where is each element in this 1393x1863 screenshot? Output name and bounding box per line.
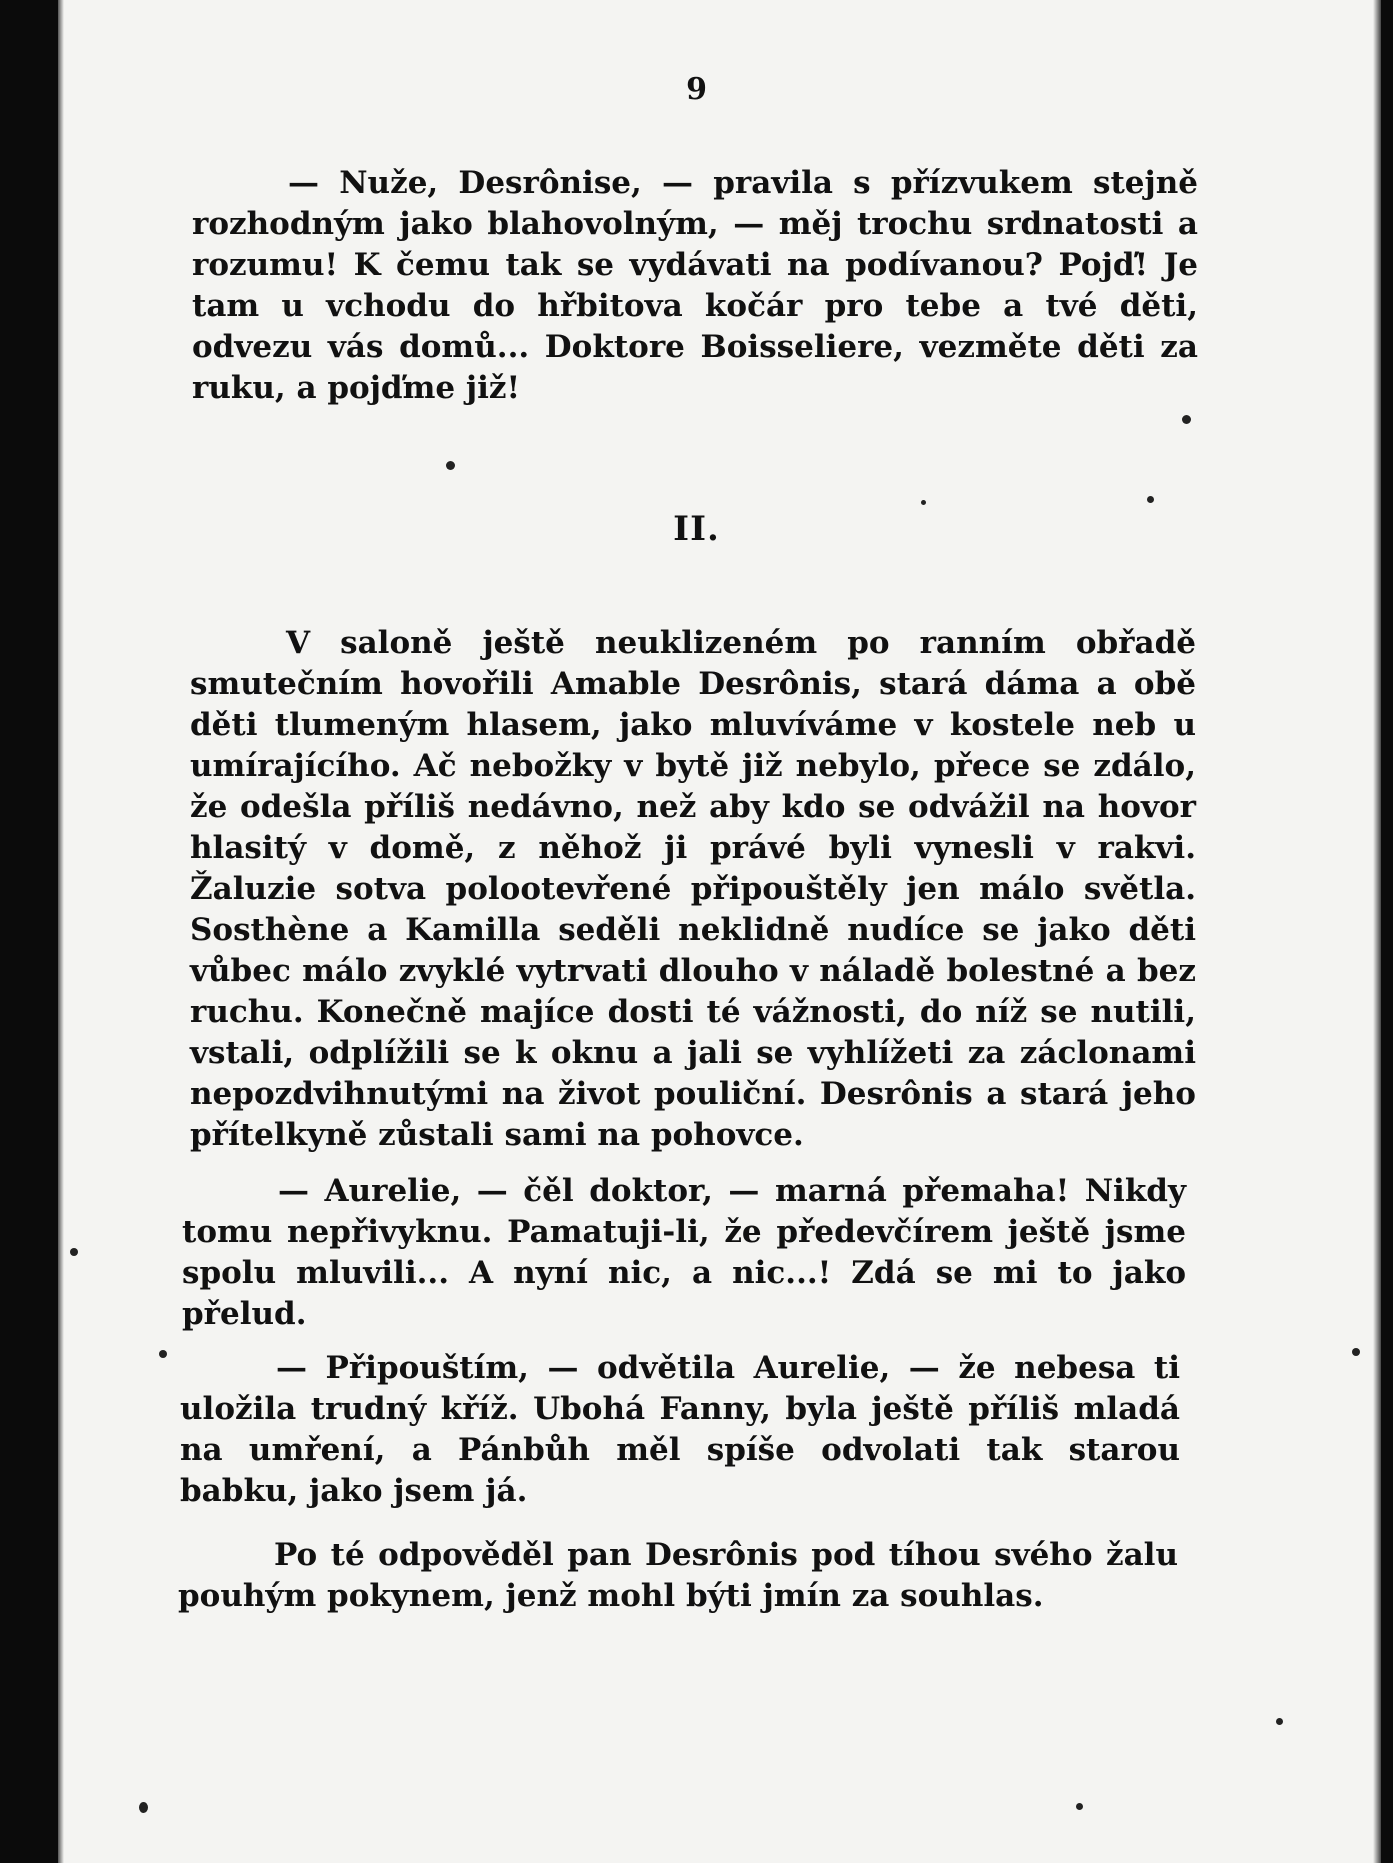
section-heading: II.: [673, 509, 720, 549]
paragraph: — Aurelie, — čěl doktor, — marná přemaha! Nikdy tomu nepřivyknu. Pamatuji-li, že předevčírem ještě jsme spolu mluvili... A nyní nic, a nic...! Zdá se mi to jako přelud.: [182, 1173, 1186, 1332]
scan-speck: [139, 1802, 148, 1813]
page-number: 9: [686, 72, 707, 107]
scan-speck: [921, 500, 926, 505]
scan-speck: [1147, 496, 1154, 503]
paragraph: — Nuže, Desrônise, — pravila s přízvukem stejně rozhodným jako blahovolným, — měj trochu srdnatosti a rozumu! K čemu tak se vydávati na podívanou? Pojď! Je tam u vchodu do hřbitova kočár pro tebe a tvé děti, odvezu vás domů... Doktore Boisseliere, vezměte děti za ruku, a pojďme již!: [192, 165, 1198, 406]
scan-right-shadow: [1373, 0, 1381, 1863]
scan-speck: [70, 1248, 78, 1256]
scan-left-border: [0, 0, 58, 1863]
paragraph-4-block: [180, 1348, 1180, 1512]
scan-speck: [446, 461, 455, 470]
paragraph-2-block: [190, 623, 1196, 1156]
paragraph-3-block: [182, 1171, 1186, 1335]
scan-speck: [1076, 1803, 1083, 1810]
scan-speck: [1182, 415, 1191, 424]
scan-speck: [1276, 1718, 1283, 1725]
scan-speck: [1352, 1348, 1360, 1356]
scan-left-shadow: [58, 0, 64, 1863]
scan-right-border: [1381, 0, 1393, 1863]
scan-speck: [159, 1350, 167, 1358]
paragraph: V saloně ještě neuklizeném po ranním obřadě smutečním hovořili Amable Desrônis, stará dáma a obě děti tlumeným hlasem, jako mluvíváme v kostele neb u umírajícího. Ač nebožky v bytě již nebylo, přece se zdálo, že odešla příliš nedávno, než aby kdo se odvážil na hovor hlasitý v domě, z něhož ji právé byli vynesli v rakvi. Žaluzie sotva polootevřené připouštěly jen málo světla. Sosthène a Kamilla seděli neklidně nudíce se jako děti vůbec málo zvyklé vytrvati dlouho v náladě bolestné a bez ruchu. Konečně majíce dosti té vážnosti, do níž se nutili, vstali, odplížili se k oknu a jali se vyhlížeti za záclonami nepozdvihnutými na život pouliční. Desrônis a stará jeho přítelkyně zůstali sami na pohovce.: [190, 625, 1196, 1153]
paragraph-1-block: [192, 163, 1198, 409]
paragraph-5-block: [178, 1535, 1178, 1617]
paragraph: Po té odpověděl pan Desrônis pod tíhou svého žalu pouhým pokynem, jenž mohl býti jmín za souhlas.: [178, 1537, 1178, 1614]
paragraph: — Připouštím, — odvětila Aurelie, — že nebesa ti uložila trudný kříž. Ubohá Fanny, byla ještě příliš mladá na umření, a Pánbůh měl spíše odvolati tak starou babku, jako jsem já.: [180, 1350, 1180, 1509]
